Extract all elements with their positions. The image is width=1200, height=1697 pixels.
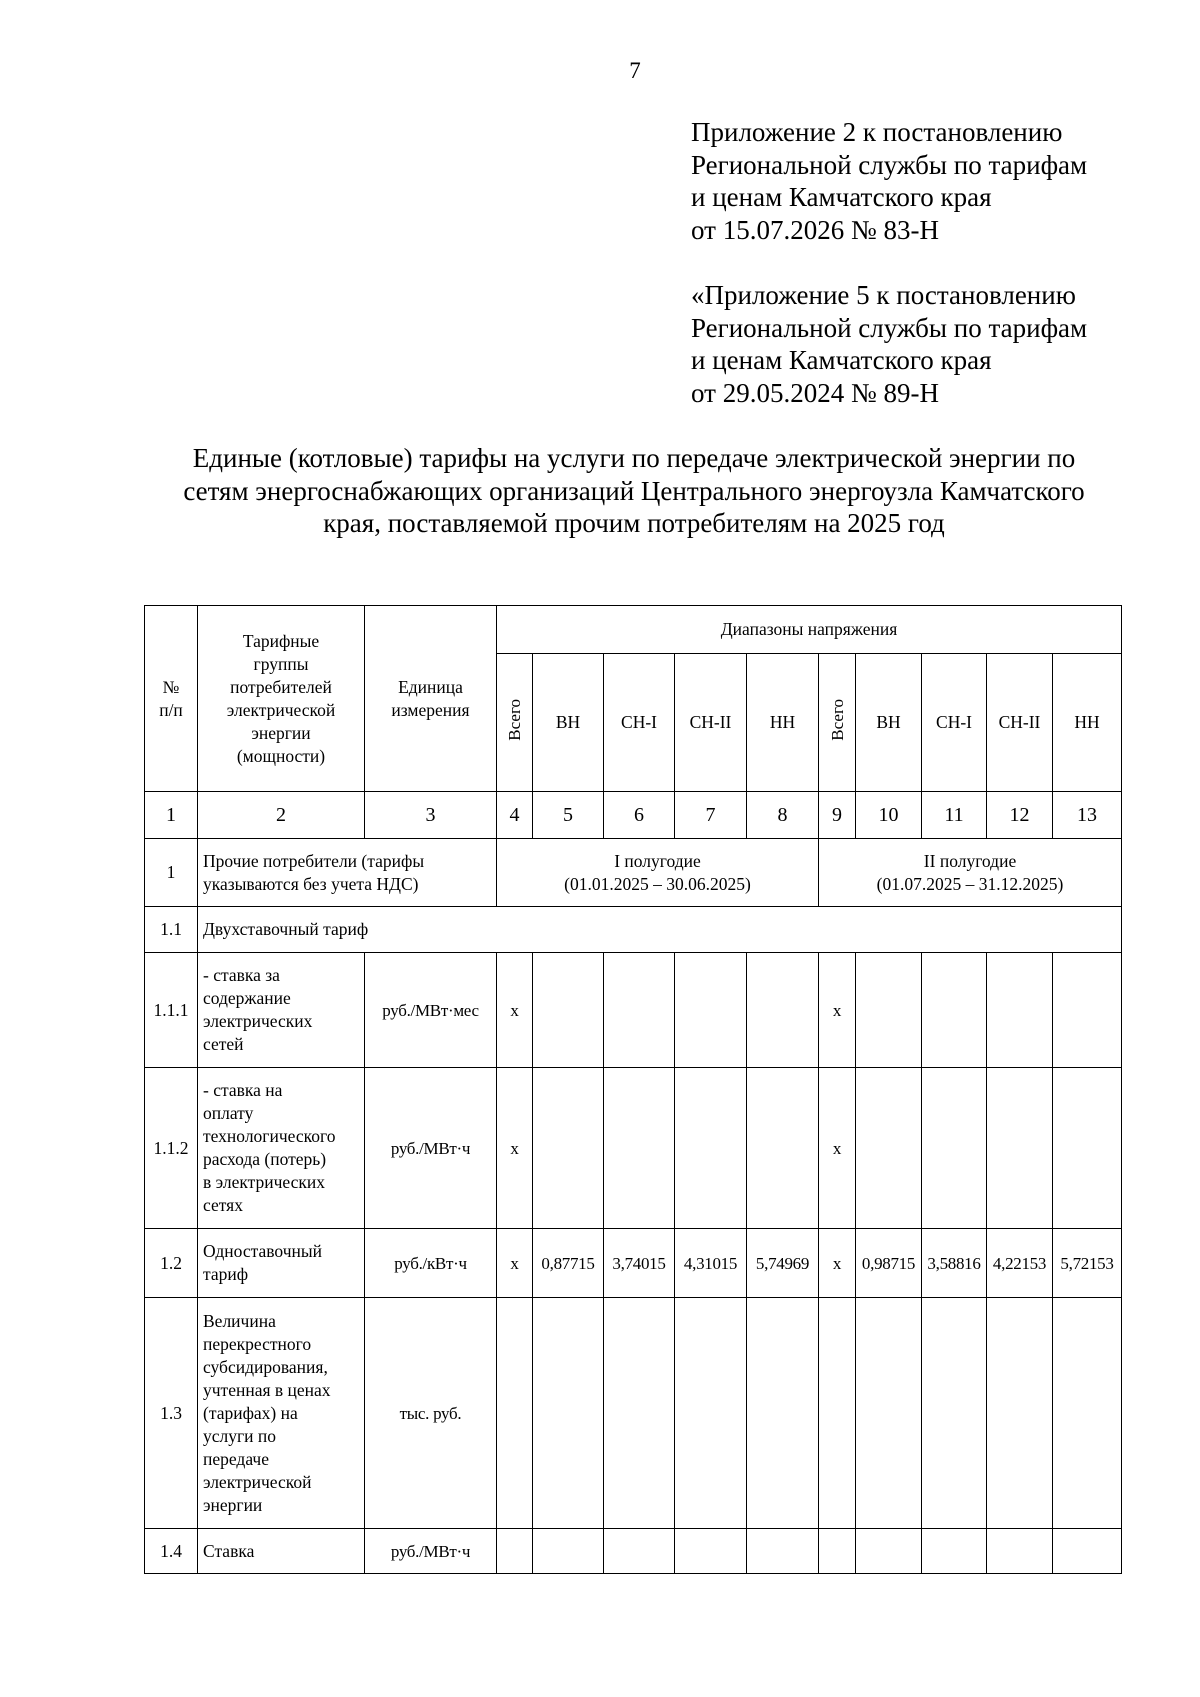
header-num: № п/п [145,606,198,792]
page-number: 7 [629,58,641,83]
row-unit: руб./МВт·ч [365,1529,497,1574]
appendix-original-reference [691,279,1087,409]
header-unit: Единица измерения [365,606,497,792]
value-cell: 5,72153 [1053,1229,1122,1298]
value-cell [856,1298,922,1529]
header-sn2: СН-II [987,654,1053,792]
tariff-table [144,605,1122,1574]
header-total: Всего [505,698,524,741]
column-number: 11 [922,792,987,839]
title-line: Единые (котловые) тарифы на услуги по передаче электрической энергии по [192,443,1076,473]
row-unit: руб./МВт·мес [365,953,497,1068]
value-cell [856,1529,922,1574]
row-num: 1.1.1 [145,953,198,1068]
value-cell: х [819,953,856,1068]
title-line: края, поставляемой прочим потребителям на 2025 год [323,508,945,538]
column-number: 7 [675,792,747,839]
value-cell: 5,74969 [747,1229,819,1298]
row-num: 1.1 [145,907,198,953]
value-cell [922,1068,987,1229]
value-cell [497,1298,533,1529]
value-cell [1053,1529,1122,1574]
value-cell [604,1298,675,1529]
value-cell [1053,953,1122,1068]
header-voltage-ranges: Диапазоны напряжения [497,606,1122,654]
value-cell [747,953,819,1068]
table-row [145,1229,1122,1298]
row-unit: руб./МВт·ч [365,1068,497,1229]
header-nn: НН [1053,654,1122,792]
value-cell: 0,98715 [856,1229,922,1298]
column-number: 2 [198,792,365,839]
header-total-cell [497,654,533,792]
value-cell [675,953,747,1068]
header-group: Тарифные группы потребителей электрической энергии (мощности) [198,606,365,792]
appendix-line: от 29.05.2024 № 89-Н [691,377,939,408]
column-number: 4 [497,792,533,839]
column-number: 8 [747,792,819,839]
value-cell [987,1068,1053,1229]
table-row [145,1068,1122,1229]
value-cell [747,1068,819,1229]
row-num: 1.1.2 [145,1068,198,1229]
header-sn1: СН-I [922,654,987,792]
value-cell: 3,58816 [922,1229,987,1298]
document-title [150,442,1118,540]
value-cell: 4,31015 [675,1229,747,1298]
row-label: - ставка за содержание электрических сетей [198,953,365,1068]
value-cell [675,1529,747,1574]
column-number: 6 [604,792,675,839]
header-vn: ВН [856,654,922,792]
column-number: 12 [987,792,1053,839]
value-cell [856,1068,922,1229]
column-number: 3 [365,792,497,839]
table-header-row [145,606,1122,654]
value-cell: х [497,953,533,1068]
table-row [145,1298,1122,1529]
row-num: 1.3 [145,1298,198,1529]
value-cell [1053,1298,1122,1529]
title-line: сетям энергоснабжающих организаций Центрального энергоузла Камчатского [183,475,1085,506]
value-cell [922,1298,987,1529]
row-label: Прочие потребители (тарифы указываются без учета НДС) [198,839,497,907]
value-cell [533,1529,604,1574]
value-cell: 4,22153 [987,1229,1053,1298]
appendix-line: и ценам Камчатского края [691,345,992,375]
value-cell [819,1298,856,1529]
value-cell [987,953,1053,1068]
row-label: Ставка [198,1529,365,1574]
header-sn1: СН-I [604,654,675,792]
appendix-line: и ценам Камчатского края [691,182,992,212]
value-cell [675,1298,747,1529]
value-cell: 3,74015 [604,1229,675,1298]
value-cell [1053,1068,1122,1229]
column-number-row [145,792,1122,839]
appendix-current-reference [691,116,1087,246]
row-label: Двухставочный тариф [198,907,1122,953]
value-cell: х [819,1068,856,1229]
value-cell [922,953,987,1068]
row-label: Одноставочный тариф [198,1229,365,1298]
value-cell [604,1529,675,1574]
value-cell: х [497,1068,533,1229]
value-cell [987,1529,1053,1574]
value-cell [747,1298,819,1529]
value-cell [604,1068,675,1229]
row-num: 1 [145,839,198,907]
column-number: 5 [533,792,604,839]
appendix-line: Региональной службы по тарифам [691,312,1088,343]
value-cell: 0,87715 [533,1229,604,1298]
appendix-line: «Приложение 5 к постановлению [691,280,1076,310]
table-row [145,907,1122,953]
half-year-2: II полугодие (01.07.2025 – 31.12.2025) [819,839,1122,907]
value-cell [533,953,604,1068]
table-row [145,953,1122,1068]
value-cell [533,1298,604,1529]
section-row [145,839,1122,907]
row-label: - ставка на оплату технологического расхода (потерь) в электрических сетях [198,1068,365,1229]
column-number: 10 [856,792,922,839]
appendix-line: Региональной службы по тарифам [691,149,1088,180]
row-unit: руб./кВт·ч [365,1229,497,1298]
half-year-1: I полугодие (01.01.2025 – 30.06.2025) [497,839,819,907]
value-cell [675,1068,747,1229]
row-num: 1.2 [145,1229,198,1298]
appendix-line: от 15.07.2026 № 83-Н [691,214,939,245]
value-cell [856,953,922,1068]
header-nn: НН [747,654,819,792]
value-cell [922,1529,987,1574]
value-cell [604,953,675,1068]
header-total: Всего [827,698,847,741]
row-unit: тыс. руб. [365,1298,497,1529]
value-cell [987,1298,1053,1529]
value-cell: х [497,1229,533,1298]
header-total-cell [819,654,856,792]
table-row [145,1529,1122,1574]
column-number: 13 [1053,792,1122,839]
appendix-line: Приложение 2 к постановлению [691,117,1063,147]
value-cell [497,1529,533,1574]
column-number: 9 [819,792,856,839]
value-cell [533,1068,604,1229]
row-label: Величина перекрестного субсидирования, учтенная в ценах (тарифах) на услуги по передаче электрической энергии [198,1298,365,1529]
value-cell [819,1529,856,1574]
header-vn: ВН [533,654,604,792]
row-num: 1.4 [145,1529,198,1574]
header-sn2: СН-II [675,654,747,792]
column-number: 1 [145,792,198,839]
value-cell [747,1529,819,1574]
value-cell: х [819,1229,856,1298]
